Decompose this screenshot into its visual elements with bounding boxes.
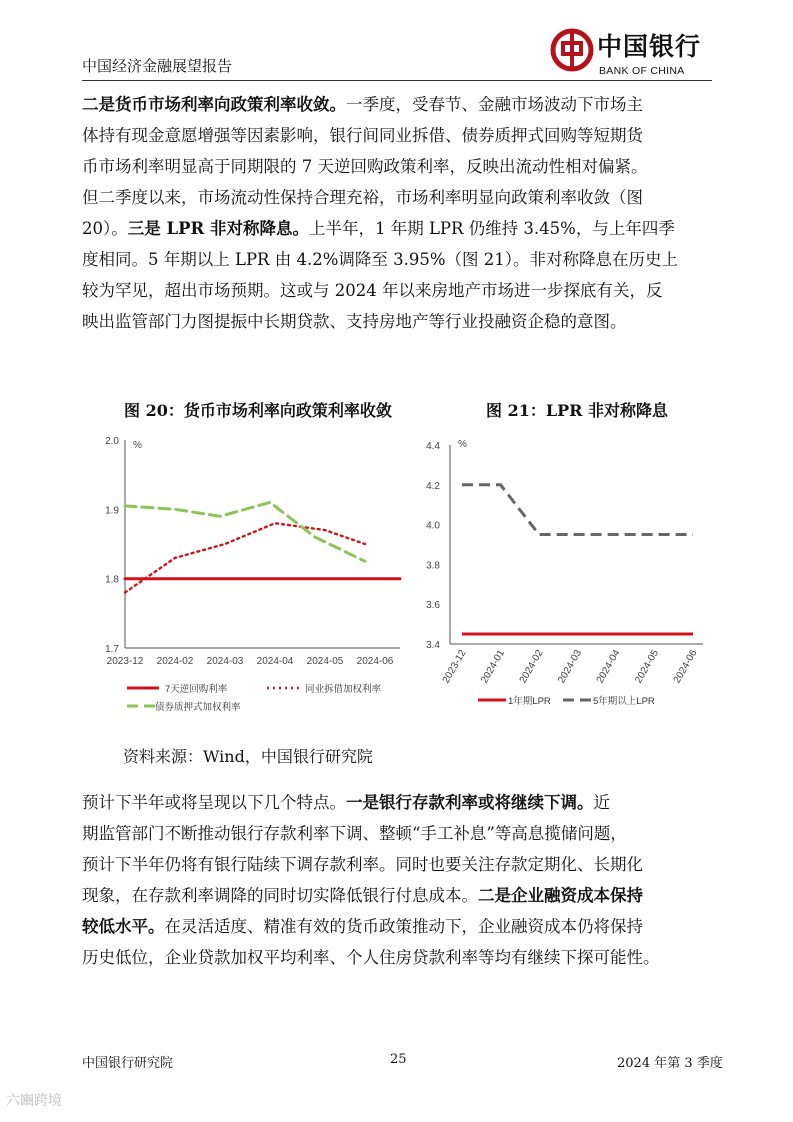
bold-text: 较低水平。 bbox=[82, 917, 165, 936]
text-line bbox=[82, 787, 715, 818]
series-line bbox=[462, 485, 693, 535]
text-line bbox=[82, 306, 715, 337]
x-tick-label: 2024-03 bbox=[556, 648, 585, 686]
text-line bbox=[82, 911, 715, 942]
text-span: 历史低位，企业贷款加权平均利率、个人住房贷款利率等均有继续下探可能性。 bbox=[82, 948, 660, 967]
text-span: 一季度，受春节、金融市场波动下市场主 bbox=[346, 95, 643, 114]
y-tick-label: 3.8 bbox=[426, 560, 440, 572]
figure-21-chart bbox=[408, 428, 718, 723]
text-line bbox=[82, 213, 715, 244]
text-span: 现象，在存款利率调降的同时切实降低银行付息成本。 bbox=[82, 886, 478, 905]
text-line bbox=[82, 275, 715, 306]
body-paragraph-1 bbox=[82, 89, 715, 337]
y-tick-label: 3.4 bbox=[426, 640, 440, 651]
text-span: 预计下半年或将呈现以下几个特点。 bbox=[82, 793, 346, 812]
y-tick-label: 4.0 bbox=[426, 520, 440, 532]
figure-21-title: 图 21：LPR 非对称降息 bbox=[486, 401, 668, 420]
text-line bbox=[82, 151, 715, 182]
text-line bbox=[82, 120, 715, 151]
text-line bbox=[82, 880, 715, 911]
x-tick-label: 2023-12 bbox=[106, 656, 144, 667]
bold-text: 二是货币市场利率向政策利率收敛。 bbox=[82, 95, 346, 114]
y-tick-label: 1.8 bbox=[105, 574, 119, 586]
footer-institution: 中国银行研究院 bbox=[82, 1056, 174, 1071]
watermark: 六豳跨境 bbox=[6, 1093, 62, 1109]
text-span: 但二季度以来，市场流动性保持合理充裕，市场利率明显向政策利率收敛（图 bbox=[82, 188, 643, 207]
text-line bbox=[82, 849, 715, 880]
x-tick-label: 2024-05 bbox=[306, 656, 344, 667]
text-line bbox=[82, 182, 715, 213]
legend-label: 1年期LPR bbox=[508, 696, 551, 707]
report-header-title: 中国经济金融展望报告 bbox=[82, 57, 233, 75]
x-tick-label: 2024-02 bbox=[517, 648, 546, 686]
text-line bbox=[82, 244, 715, 275]
text-span: 期监管部门不断推动银行存款利率下调、整顿“手工补息”等高息揽储问题， bbox=[82, 824, 627, 843]
text-span: 较为罕见，超出市场预期。这或与 2024 年以来房地产市场进一步探底有关，反 bbox=[82, 281, 663, 300]
text-line bbox=[82, 818, 715, 849]
x-tick-label: 2024-05 bbox=[633, 648, 662, 686]
text-span: 币市场利率明显高于同期限的 7 天逆回购政策利率，反映出流动性相对偏紧。 bbox=[82, 157, 648, 176]
x-tick-label: 2024-06 bbox=[356, 656, 394, 667]
figure-source-note: 资料来源：Wind，中国银行研究院 bbox=[123, 747, 373, 766]
y-unit-label: % bbox=[458, 439, 467, 450]
y-tick-label: 4.4 bbox=[426, 441, 440, 452]
text-line bbox=[82, 942, 715, 973]
x-tick-label: 2023-12 bbox=[440, 648, 469, 686]
logo-chinese-text: 中国银行 bbox=[597, 32, 702, 61]
x-tick-label: 2024-04 bbox=[594, 648, 623, 686]
y-tick-label: 3.6 bbox=[426, 600, 440, 612]
legend-label: 5年期以上LPR bbox=[593, 696, 655, 707]
bold-text: 二是企业融资成本保持 bbox=[478, 886, 643, 905]
bank-of-china-logo bbox=[550, 25, 715, 85]
bold-text: 一是银行存款利率或将继续下调。 bbox=[346, 793, 594, 812]
text-span: 预计下半年仍将有银行陆续下调存款利率。同时也要关注存款定期化、长期化 bbox=[82, 855, 643, 874]
text-span: 映出监管部门力图提振中长期贷款、支持房地产等行业投融资企稳的意图。 bbox=[82, 312, 627, 331]
figure-20-chart bbox=[92, 428, 412, 723]
legend-label: 债券质押式加权利率 bbox=[155, 702, 241, 713]
footer-page-number: 25 bbox=[390, 1052, 407, 1067]
x-tick-label: 2024-02 bbox=[156, 656, 194, 667]
text-span: 体持有现金意愿增强等因素影响，银行间同业拆借、债券质押式回购等短期货 bbox=[82, 126, 643, 145]
series-line bbox=[125, 523, 365, 592]
x-tick-label: 2024-03 bbox=[206, 656, 244, 667]
legend-label: 同业拆借加权利率 bbox=[305, 684, 382, 695]
text-span: 20）。 bbox=[82, 219, 128, 238]
y-tick-label: 1.7 bbox=[105, 644, 119, 655]
y-tick-label: 2.0 bbox=[105, 436, 119, 447]
text-span: 在灵活适度、精准有效的货币政策推动下，企业融资成本仍将保持 bbox=[164, 917, 643, 936]
x-tick-label: 2024-06 bbox=[671, 648, 700, 686]
text-span: 度相同。5 年期以上 LPR 由 4.2%调降至 3.95%（图 21）。非对称降息在历史上 bbox=[82, 250, 679, 269]
body-paragraph-2 bbox=[82, 787, 715, 973]
figure-20-title: 图 20：货币市场利率向政策利率收敛 bbox=[124, 401, 392, 420]
text-span: 上半年，1 年期 LPR 仍维持 3.45%，与上年四季 bbox=[308, 219, 675, 238]
footer-period: 2024 年第 3 季度 bbox=[617, 1056, 723, 1071]
legend-label: 7天逆回购利率 bbox=[165, 684, 228, 695]
x-tick-label: 2024-01 bbox=[479, 648, 508, 686]
x-tick-label: 2024-04 bbox=[256, 656, 294, 667]
logo-english-text: BANK OF CHINA bbox=[599, 65, 685, 77]
y-tick-label: 4.2 bbox=[426, 480, 440, 492]
y-unit-label: % bbox=[133, 440, 142, 451]
y-tick-label: 1.9 bbox=[105, 505, 119, 517]
boc-emblem-icon bbox=[550, 28, 594, 72]
text-line bbox=[82, 89, 715, 120]
text-span: 近 bbox=[593, 793, 610, 812]
bold-text: 三是 LPR 非对称降息。 bbox=[127, 219, 309, 238]
